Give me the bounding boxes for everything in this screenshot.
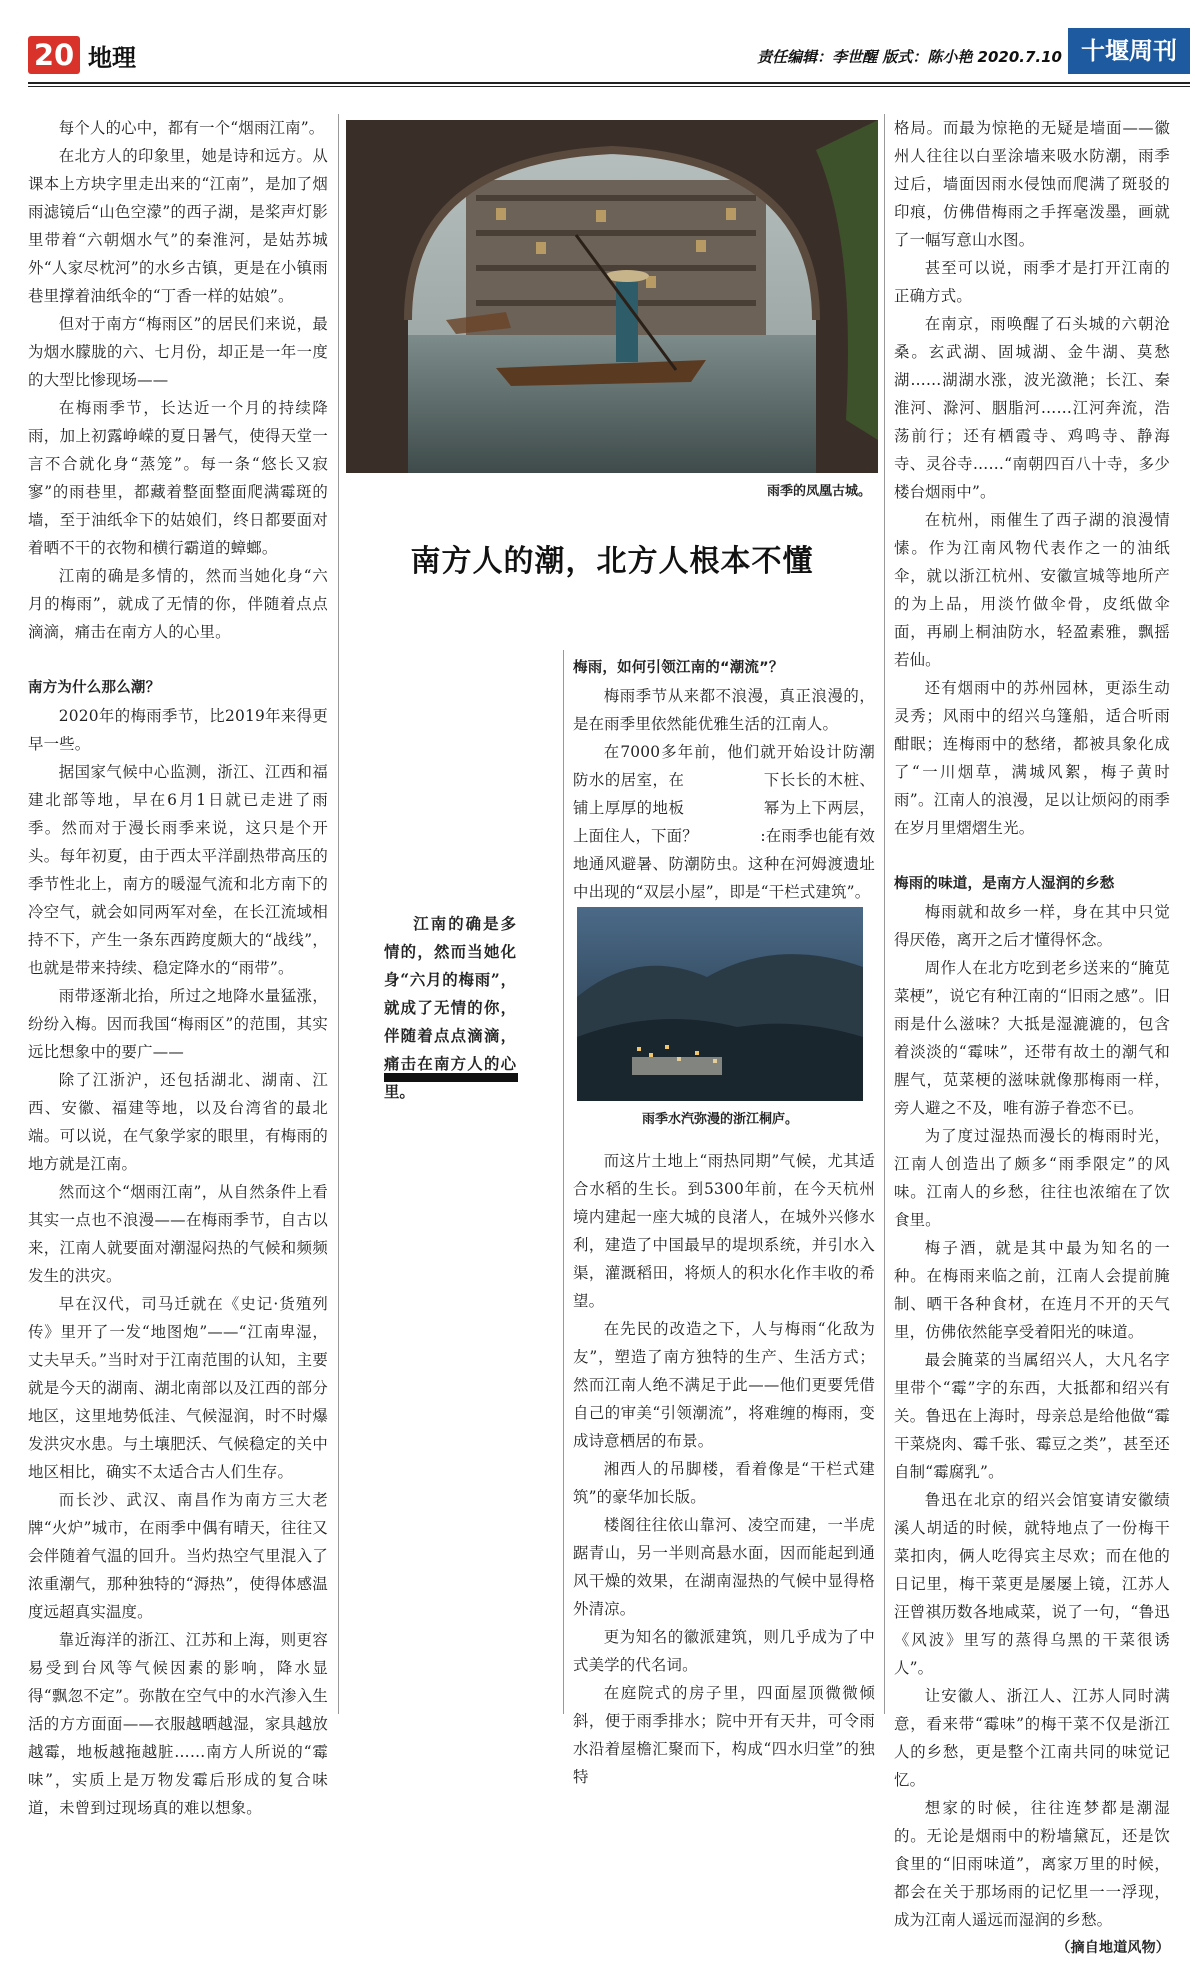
photo-caption: 雨季的凤凰古城。 [766,484,871,499]
paragraph: 江南的确是多情的，然而当她化身“六月的梅雨”，就成了无情的你，伴随着点点滴滴，痛击在南方人的心里。 [28,567,328,641]
header-rule [28,82,1190,84]
article-column-2-top [573,654,875,906]
editor-credits: 责任编辑：李世醒 版式：陈小艳 2020.7.10 [757,48,1062,66]
paragraph: 2020年的梅雨季节，比2019年来得更早一些。 [28,707,328,753]
source-credit: （摘自地道风物） [1056,1940,1170,1956]
photo-illustration [346,120,878,473]
paragraph: 据国家气候中心监测，浙江、江西和福建北部等地，早在6月1日就已走进了雨季。然而对于漫长雨季来说，这只是个开头。每年初夏，由于西太平洋副热带高压的季节性北上，南方的暖湿气流和北方南下的冷空气，就会如同两军对垒，在长江流域相持不下，产生一条东西跨度颇大的“战线”，也就是带来持续、稳定降水的“雨带”。 [28,763,328,977]
column-divider [338,114,339,1714]
pull-quote-bar [384,1073,518,1082]
pull-quote: 江南的确是多情的，然而当她化身“六月的梅雨”，就成了无情的你，伴随着点点滴滴，痛击在南方人的心里。 [384,915,516,1101]
paragraph: 每个人的心中，都有一个“烟雨江南”。 [58,119,325,137]
article-headline: 南方人的潮，北方人根本不懂 [410,544,814,579]
paragraph: 为了度过湿热而漫长的梅雨时光，江南人创造出了颇多“雨季限定”的风味。江南人的乡愁，往往也浓缩在了饮食里。 [894,1127,1170,1229]
paragraph: 而长沙、武汉、南昌作为南方三大老牌“火炉”城市，在雨季中偶有晴天，往往又会伴随着气温的回升。当灼热空气里混入了浓重潮气，那种独特的“溽热”，使得体感温度远超真实温度。 [28,1491,328,1621]
paragraph: 在先民的改造之下，人与梅雨“化敌为友”，塑造了南方独特的生产、生活方式；然而江南人绝不满足于此——他们更要凭借自己的审美“引领潮流”，将难缠的梅雨，变成诗意栖居的布景。 [573,1320,875,1450]
paragraph: 早在汉代，司马迁就在《史记·货殖列传》里开了一发“地图炮”——“江南卑湿，丈夫早夭。”当时对于江南范围的认知，主要就是今天的湖南、湖北南部以及江西的部分地区，这里地势低洼、气候湿润，时不时爆发洪灾水患。与土壤肥沃、气候稳定的关中地区相比，确实不太适合古人们生存。 [28,1295,328,1481]
paragraph: 而这片土地上“雨热同期”气候，尤其适合水稻的生长。到5300年前，在今天杭州境内建起一座大城的良渚人，在城外兴修水利，建造了中国最早的堤坝系统，并引水入渠，灌溉稻田，将烦人的积水化作丰收的希望。 [573,1152,875,1310]
paragraph: 梅雨季节从来都不浪漫，真正浪漫的，是在雨季里依然能优雅生活的江南人。 [573,687,875,733]
subheading: 梅雨，如何引领江南的“潮流”？ [573,660,784,676]
paragraph: 湘西人的吊脚楼，看着像是“干栏式建筑”的豪华加长版。 [573,1460,875,1506]
paragraph: 除了江浙沪，还包括湖北、湖南、江西、安徽、福建等地，以及台湾省的最北端。可以说，在气象学家的眼里，有梅雨的地方就是江南。 [28,1071,328,1173]
paragraph: 格局。而最为惊艳的无疑是墙面——徽州人往往以白垩涂墙来吸水防潮，雨季过后，墙面因雨水侵蚀而爬满了斑驳的印痕，仿佛借梅雨之手挥毫泼墨，画就了一幅写意山水图。 [894,119,1170,249]
page-number-badge: 20 [28,36,80,74]
paragraph: 梅雨就和故乡一样，身在其中只觉得厌倦，离开之后才懂得怀念。 [894,903,1170,949]
paragraph: 想家的时候，往往连梦都是潮湿的。无论是烟雨中的粉墙黛瓦，还是饮食里的“旧雨味道”，离家万里的时候，都会在关于那场雨的记忆里一一浮现，成为江南人遥远而湿润的乡愁。 [894,1799,1170,1929]
section-title: 地理 [88,44,136,72]
paragraph: 甚至可以说，雨季才是打开江南的正确方式。 [894,259,1170,305]
paragraph: 最会腌菜的当属绍兴人，大凡名字里带个“霉”字的东西，大抵都和绍兴有关。鲁迅在上海时，母亲总是给他做“霉干菜烧肉、霉千张、霉豆之类”，甚至还自制“霉腐乳”。 [894,1351,1170,1481]
photo-illustration-2 [577,907,863,1101]
column-divider [563,650,564,1714]
paragraph: 让安徽人、浙江人、江苏人同时满意，看来带“霉味”的梅干菜不仅是浙江人的乡愁，更是整个江南共同的味觉记忆。 [894,1687,1170,1789]
paragraph: 然而这个“烟雨江南”，从自然条件上看其实一点也不浪漫——在梅雨季节，自古以来，江南人就要面对潮湿闷热的气候和频频发生的洪灾。 [28,1183,328,1285]
article-column-1 [28,114,328,1822]
paragraph: 在北方人的印象里，她是诗和远方。从课本上方块字里走出来的“江南”，是加了烟雨滤镜后“山色空濛”的西子湖，是桨声灯影里带着“六朝烟水气”的秦淮河，是姑苏城外“人家尽枕河”的水乡古镇，更是在小镇雨巷里撑着油纸伞的“丁香一样的姑娘”。 [28,147,328,305]
paragraph: 还有烟雨中的苏州园林，更添生动灵秀；风雨中的绍兴乌篷船，适合听雨酣眠；连梅雨中的愁绪，都被具象化成了“一川烟草，满城风絮，梅子黄时雨”。江南人的浪漫，足以让烦闷的雨季在岁月里熠熠生光。 [894,679,1170,837]
paragraph: 在南京，雨唤醒了石头城的六朝沧桑。玄武湖、固城湖、金牛湖、莫愁湖……湖湖水涨，波光潋滟；长江、秦淮河、滁河、胭脂河……江河奔流，浩荡前行；还有栖霞寺、鸡鸣寺、静海寺、灵谷寺……“南朝四百八十寺，多少楼台烟雨中”。 [894,315,1170,501]
paragraph: 雨带逐渐北抬，所过之地降水量猛涨，纷纷入梅。因而我国“梅雨区”的范围，其实远比想象中的要广—— [28,987,328,1061]
paragraph: 鲁迅在北京的绍兴会馆宴请安徽绩溪人胡适的时候，就特地点了一份梅干菜扣肉，俩人吃得宾主尽欢；而在他的日记里，梅干菜更是屡屡上镜，江苏人汪曾祺历数各地咸菜，说了一句，“鲁迅《风波》里写的蒸得乌黑的干菜很诱人”。 [894,1491,1170,1677]
paragraph: 在杭州，雨催生了西子湖的浪漫情愫。作为江南风物代表作之一的油纸伞，就以浙江杭州、安徽宣城等地所产的为上品，用淡竹做伞骨，皮纸做伞面，再刷上桐油防水，轻盈素雅，飘摇若仙。 [894,511,1170,669]
paragraph: 梅子酒，就是其中最为知名的一种。在梅雨来临之前，江南人会提前腌制、晒干各种食材，在连月不开的天气里，仿佛依然能享受着阳光的味道。 [894,1239,1170,1341]
paragraph: 在7000多年前，他们就开始设计防潮防水的居室，在 下长长的木桩、铺上厚厚的地板 幂为上下两层，上面住人，下面？ :在雨季也能有效地通风避暑、防潮防虫。这种在河姆渡遗址中出现的“双层小屋”，即是“干栏式建筑”。 [573,743,875,901]
header-rule-thin [28,86,1190,87]
paragraph: 楼阁往往依山靠河、凌空而建，一半虎踞青山，另一半则高悬水面，因而能起到通风干燥的效果，在湖南湿热的气候中显得格外清凉。 [573,1516,875,1618]
paragraph: 在庭院式的房子里，四面屋顶微微倾斜，便于雨季排水；院中开有天井，可令雨水沿着屋檐汇聚而下，构成“四水归堂”的独特 [573,1684,875,1786]
photo-fenghuang-ancient-town [346,120,878,473]
masthead-logo: 十堰周刊 [1068,28,1190,74]
paragraph: 在梅雨季节，长达近一个月的持续降雨，加上初露峥嵘的夏日暑气，使得天堂一言不合就化身“蒸笼”。每一条“悠长又寂寥”的雨巷里，都藏着整面整面爬满霉斑的墙，至于油纸伞下的姑娘们，终日都要面对着晒不干的衣物和横行霸道的蟑螂。 [28,399,328,557]
paragraph: 但对于南方“梅雨区”的居民们来说，最为烟水朦胧的六、七月份，却正是一年一度的大型比惨现场—— [28,315,328,389]
paragraph: 周作人在北方吃到老乡送来的“腌苋菜梗”，说它有种江南的“旧雨之感”。旧雨是什么滋味？大抵是湿漉漉的，包含着淡淡的“霉味”，还带有故土的潮气和腥气，苋菜梗的滋味就像那梅雨一样，旁人避之不及，唯有游子眷恋不已。 [894,959,1170,1117]
photo-caption: 雨季水汽弥漫的浙江桐庐。 [641,1112,798,1127]
paragraph: 靠近海洋的浙江、江苏和上海，则更容易受到台风等气候因素的影响，降水显得“飘忽不定”。弥散在空气中的水汽渗入生活的方方面面——衣服越晒越湿，家具越放越霉，地板越拖越脏……南方人所说的“霉味”，实质上是万物发霉后形成的复合味道，未曾到过现场真的难以想象。 [28,1631,328,1817]
subheading: 梅雨的味道，是南方人湿润的乡愁 [894,876,1115,892]
article-column-2-bottom [573,1147,875,1791]
photo-tonglu-village [577,907,863,1101]
article-column-3 [894,114,1170,1962]
column-divider [884,114,885,1714]
paragraph: 更为知名的徽派建筑，则几乎成为了中式美学的代名词。 [573,1628,875,1674]
subheading: 南方为什么那么潮？ [28,680,161,696]
